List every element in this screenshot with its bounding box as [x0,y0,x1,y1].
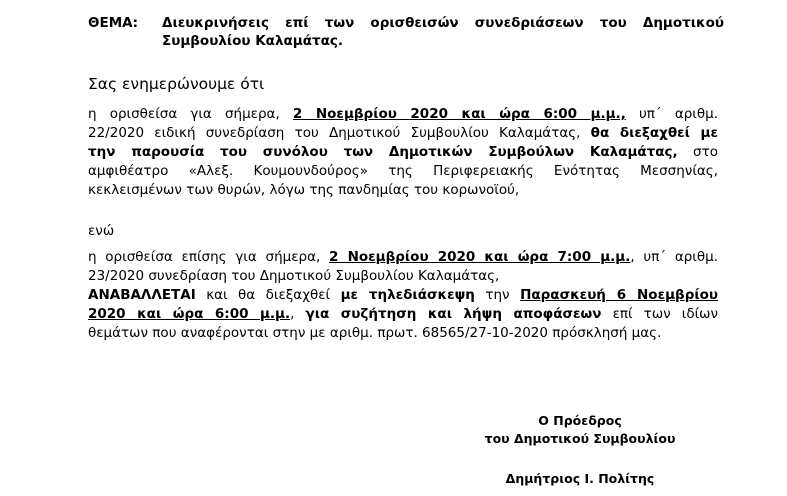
p2-bold: με τηλεδιάσκεψη [340,287,475,303]
p2-date: 2 Νοεμβρίου 2020 και ώρα 7:00 μ.μ. [329,249,631,265]
p2-line-2: 23/2020 συνεδρίαση του Δημοτικού Συμβουλίου Καλαμάτας, [88,268,500,284]
p1-text: στο [693,144,718,160]
p1-line-5: κεκλεισμένων των θυρών, λόγω της πανδημίας του κορωνοϊού, [88,182,520,198]
p2-new-date: 2020 και ώρα 6:00 μ.μ. [88,306,291,322]
p1-line-3 [88,143,718,162]
p1-bold: θα διεξαχθεί με [590,125,718,141]
p1-text: υπ΄ αριθμ. [638,106,718,122]
p1-text: 22/2020 ειδική συνεδρίαση του Δημοτικού Συμβουλίου Καλαμάτας, [88,125,581,141]
p1-line-4: αμφιθέατρο «Αλεξ. Κουμουνδούρος» της Περιφερειακής Ενότητας Μεσσηνίας, [88,163,718,179]
p2-text: η ορισθείσα επίσης για σήμερα, [88,249,321,265]
subject-line-2: Συμβουλίου Καλαμάτας. [162,33,344,49]
paragraph-first-meeting [88,105,718,200]
p2-text: υπ΄ αριθμ. [643,249,719,265]
p2-line-5: θεμάτων που αναφέρονται στην με αριθμ. πρωτ. 68565/27-10-2020 πρόσκλησή μας. [88,325,662,341]
p2-text: και θα διεξαχθεί [206,287,331,303]
p1-line-2 [88,124,718,143]
p2-line-3 [88,286,718,305]
p1-line-1 [88,105,718,124]
subject-label: ΘΕΜΑ: [88,15,138,31]
p1-date: 2 Νοεμβρίου 2020 και ώρα 6:00 μ.μ., [292,106,626,122]
p2-bold: για συζήτηση και λήψη αποφάσεων [305,306,602,322]
p2-line-1 [88,248,718,267]
subject-line-1: Διευκρινήσεις επί των ορισθεισών συνεδριάσεων του Δημοτικού [162,15,724,31]
p1-text: η ορισθείσα για σήμερα, [88,106,280,122]
conjunction-text: ενώ [88,223,115,239]
p1-bold: την παρουσία του συνόλου των Δημοτικών Συμβούλων Καλαμάτας, [88,144,678,160]
signature-name: Δημήτριος Ι. Πολίτης [505,471,655,486]
p2-text: , [630,249,635,265]
p2-text: , [290,306,295,322]
p2-line-4 [88,305,718,324]
p2-text: επί των ιδίων [612,306,719,322]
p2-text: την [485,287,510,303]
p2-new-date: Παρασκευή 6 Νοεμβρίου [520,287,719,303]
p2-bold: ΑΝΑΒΑΛΛΕΤΑΙ [88,287,196,303]
intro-text: Σας ενημερώνουμε ότι [88,75,265,93]
signature-title: Ο Πρόεδρος [538,413,622,428]
paragraph-second-meeting [88,248,718,343]
signature-body: του Δημοτικού Συμβουλίου [484,431,676,446]
